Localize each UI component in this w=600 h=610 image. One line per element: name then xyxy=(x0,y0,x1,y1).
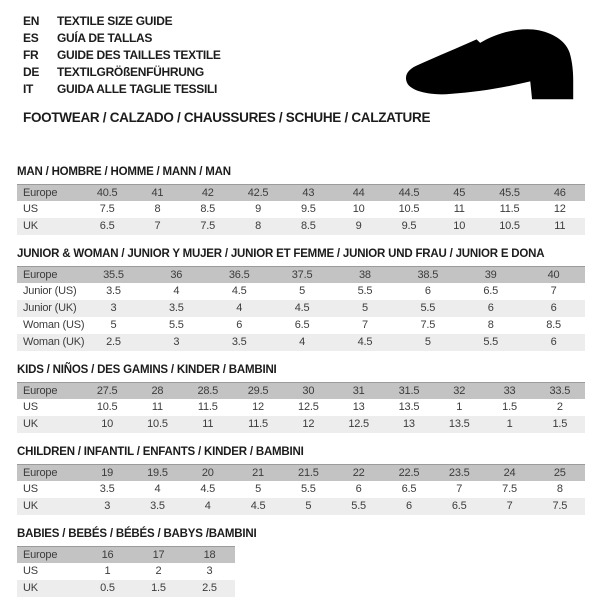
size-cell: 11.5 xyxy=(248,418,268,430)
size-cell: 6.5 xyxy=(99,220,115,232)
size-cell: 3.5 xyxy=(150,500,165,512)
size-cell: 5 xyxy=(110,319,117,331)
size-cell: 1.5 xyxy=(552,418,568,430)
table-title: JUNIOR & WOMAN / JUNIOR Y MUJER / JUNIOR ET FEMME / JUNIOR UND FRAU / JUNIOR E DONA xyxy=(17,248,545,260)
size-cell: 10.5 xyxy=(499,220,520,232)
size-cell: 10 xyxy=(352,203,365,215)
size-cell: 28 xyxy=(151,385,164,397)
size-table-section xyxy=(17,166,585,235)
size-cell: 7 xyxy=(456,483,463,495)
size-cell: 41 xyxy=(151,187,164,199)
table-row xyxy=(17,317,585,334)
size-cell: 7.5 xyxy=(420,319,436,331)
size-cell: 8.5 xyxy=(300,220,316,232)
size-cell: 35.5 xyxy=(103,269,124,281)
table-title: CHILDREN / INFANTIL / ENFANTS / KINDER / BAMBINI xyxy=(17,446,304,458)
size-cell: 27.5 xyxy=(96,385,118,397)
size-cell: 10.5 xyxy=(96,401,118,413)
size-cell: 33 xyxy=(503,385,516,397)
table-row xyxy=(17,399,585,416)
size-cell: 7.5 xyxy=(99,203,115,215)
table-row xyxy=(17,266,585,283)
size-table xyxy=(17,382,585,433)
size-cell: 12.5 xyxy=(298,401,319,413)
size-cell: 37.5 xyxy=(291,269,313,281)
size-cell: 23.5 xyxy=(448,467,470,479)
language-row xyxy=(23,64,221,81)
size-cell: 25 xyxy=(553,467,566,479)
table-row xyxy=(17,498,585,515)
table-row xyxy=(17,481,585,498)
size-cell: 36 xyxy=(170,269,183,281)
size-cell: 39 xyxy=(484,269,497,281)
size-tables xyxy=(17,166,585,610)
table-row xyxy=(17,184,585,201)
size-cell: 40.5 xyxy=(96,187,118,199)
row-label: Junior (UK) xyxy=(23,302,77,314)
size-cell: 6 xyxy=(550,336,557,348)
row-label: US xyxy=(23,401,38,413)
size-cell: 9.5 xyxy=(300,203,316,215)
size-cell: 32 xyxy=(453,385,466,397)
table-title: KIDS / NIÑOS / DES GAMINS / KINDER / BAMBINI xyxy=(17,364,277,376)
size-cell: 40 xyxy=(547,269,560,281)
size-cell: 8 xyxy=(556,483,563,495)
size-table-section xyxy=(17,446,585,515)
size-cell: 45.5 xyxy=(499,187,520,199)
size-cell: 3 xyxy=(104,500,111,512)
size-cell: 11.5 xyxy=(197,401,218,413)
size-cell: 11 xyxy=(554,220,566,232)
size-cell: 12 xyxy=(302,418,315,430)
size-table xyxy=(17,184,585,235)
size-table xyxy=(17,546,235,597)
size-cell: 6.5 xyxy=(483,285,499,297)
table-row xyxy=(17,283,585,300)
table-row xyxy=(17,300,585,317)
size-cell: 5 xyxy=(424,336,431,348)
size-cell: 5.5 xyxy=(351,500,366,512)
table-row xyxy=(17,218,585,235)
size-cell: 4 xyxy=(299,336,306,348)
size-cell: 12 xyxy=(252,401,264,413)
size-cell: 45 xyxy=(453,187,466,199)
size-cell: 1.5 xyxy=(151,582,166,594)
size-cell: 5.5 xyxy=(483,336,499,348)
size-cell: 24 xyxy=(503,467,516,479)
row-label: US xyxy=(23,565,38,577)
row-label: UK xyxy=(23,582,38,594)
size-cell: 5 xyxy=(299,285,306,297)
size-cell: 2 xyxy=(155,565,162,577)
size-cell: 6 xyxy=(355,483,362,495)
language-code: FR xyxy=(23,48,39,62)
language-label: TEXTILGRÖßENFÜHRUNG xyxy=(57,65,204,79)
size-cell: 3 xyxy=(173,336,180,348)
size-cell: 4 xyxy=(236,302,243,314)
size-cell: 31 xyxy=(352,385,365,397)
language-code: DE xyxy=(23,65,40,79)
size-cell: 3.5 xyxy=(106,285,121,297)
size-cell: 4 xyxy=(154,483,161,495)
size-cell: 2.5 xyxy=(202,582,217,594)
size-cell: 6.5 xyxy=(294,319,310,331)
size-cell: 4.5 xyxy=(357,336,373,348)
size-table-section xyxy=(17,364,585,433)
size-cell: 6 xyxy=(424,285,431,297)
size-cell: 19 xyxy=(101,467,114,479)
language-row xyxy=(23,47,221,64)
size-cell: 7 xyxy=(550,285,557,297)
language-row xyxy=(23,30,221,47)
row-label: UK xyxy=(23,500,38,512)
size-cell: 6.5 xyxy=(401,483,417,495)
size-cell: 11 xyxy=(453,203,465,215)
language-label: GUIDE DES TAILLES TEXTILE xyxy=(57,48,221,62)
size-cell: 42 xyxy=(201,187,214,199)
size-table-section xyxy=(17,528,585,597)
language-code: ES xyxy=(23,31,39,45)
table-row xyxy=(17,464,585,481)
size-cell: 10 xyxy=(453,220,466,232)
size-cell: 5.5 xyxy=(300,483,316,495)
table-row xyxy=(17,563,235,580)
size-cell: 38 xyxy=(359,269,371,281)
size-cell: 5.5 xyxy=(168,319,184,331)
size-cell: 4.5 xyxy=(250,500,266,512)
size-cell: 21 xyxy=(252,467,264,479)
size-cell: 10 xyxy=(101,418,114,430)
language-row xyxy=(23,13,221,30)
size-cell: 1.5 xyxy=(502,401,517,413)
size-cell: 9 xyxy=(255,203,261,215)
size-cell: 13 xyxy=(403,418,415,430)
language-label: GUÍA DE TALLAS xyxy=(57,31,153,45)
size-cell: 6 xyxy=(487,302,494,314)
size-cell: 8 xyxy=(487,319,494,331)
size-table-section xyxy=(17,248,585,351)
size-cell: 31.5 xyxy=(398,385,420,397)
table-row xyxy=(17,334,585,351)
table-row xyxy=(17,382,585,399)
size-cell: 30 xyxy=(302,385,315,397)
language-code: IT xyxy=(23,82,34,96)
size-cell: 28.5 xyxy=(197,385,219,397)
row-label: Europe xyxy=(23,385,58,397)
table-row xyxy=(17,580,235,597)
size-cell: 2 xyxy=(556,401,563,413)
size-cell: 6 xyxy=(405,500,412,512)
size-cell: 4.5 xyxy=(231,285,247,297)
size-cell: 22.5 xyxy=(398,467,420,479)
size-cell: 12.5 xyxy=(348,418,369,430)
size-cell: 7.5 xyxy=(200,220,216,232)
size-cell: 5.5 xyxy=(357,285,373,297)
size-cell: 5 xyxy=(361,302,368,314)
size-cell: 10.5 xyxy=(398,203,420,215)
size-cell: 4 xyxy=(204,500,211,512)
size-cell: 6 xyxy=(550,302,557,314)
size-cell: 1 xyxy=(104,565,111,577)
size-cell: 11 xyxy=(202,418,214,430)
row-label: US xyxy=(23,203,38,215)
size-cell: 0.5 xyxy=(100,582,115,594)
size-cell: 8.5 xyxy=(546,319,561,331)
size-cell: 11.5 xyxy=(499,203,520,215)
size-cell: 43 xyxy=(302,187,315,199)
size-cell: 3 xyxy=(206,565,213,577)
size-cell: 4.5 xyxy=(294,302,310,314)
size-cell: 8.5 xyxy=(200,203,216,215)
size-cell: 46 xyxy=(553,187,566,199)
size-table xyxy=(17,266,585,351)
size-cell: 6.5 xyxy=(451,500,467,512)
category-heading: FOOTWEAR / CALZADO / CHAUSSURES / SCHUHE / CALZATURE xyxy=(23,110,431,125)
size-cell: 7 xyxy=(361,319,368,331)
size-cell: 10.5 xyxy=(147,418,168,430)
size-cell: 22 xyxy=(352,467,365,479)
row-label: Europe xyxy=(23,549,58,561)
size-cell: 3 xyxy=(110,302,117,314)
size-cell: 3.5 xyxy=(168,302,184,314)
size-cell: 2.5 xyxy=(106,336,121,348)
table-row xyxy=(17,416,585,433)
size-cell: 18 xyxy=(203,549,216,561)
size-cell: 3.5 xyxy=(231,336,247,348)
size-cell: 9.5 xyxy=(401,220,417,232)
size-cell: 16 xyxy=(101,549,114,561)
row-label: Junior (US) xyxy=(23,285,77,297)
dress-shoe-icon xyxy=(395,25,585,110)
row-label: Europe xyxy=(23,467,58,479)
size-cell: 4 xyxy=(173,285,180,297)
row-label: UK xyxy=(23,418,38,430)
size-cell: 29.5 xyxy=(247,385,269,397)
table-title: BABIES / BEBÉS / BÉBÉS / BABYS /BAMBINI xyxy=(17,528,257,540)
row-label: Woman (US) xyxy=(23,319,85,331)
size-cell: 11 xyxy=(151,401,163,413)
size-cell: 1 xyxy=(506,418,513,430)
row-label: US xyxy=(23,483,38,495)
size-table xyxy=(17,464,585,515)
size-cell: 8 xyxy=(255,220,261,232)
row-label: Woman (UK) xyxy=(23,336,85,348)
size-cell: 7 xyxy=(154,220,161,232)
size-cell: 13.5 xyxy=(448,418,470,430)
size-cell: 20 xyxy=(201,467,214,479)
size-cell: 3.5 xyxy=(99,483,115,495)
size-cell: 6 xyxy=(236,319,243,331)
size-cell: 44.5 xyxy=(398,187,420,199)
language-label: TEXTILE SIZE GUIDE xyxy=(57,14,173,28)
table-row xyxy=(17,546,235,563)
language-list xyxy=(23,13,221,98)
size-cell: 5 xyxy=(255,483,261,495)
size-cell: 5 xyxy=(305,500,312,512)
size-cell: 13 xyxy=(352,401,365,413)
size-cell: 38.5 xyxy=(417,269,439,281)
size-cell: 13.5 xyxy=(398,401,420,413)
size-cell: 7.5 xyxy=(552,500,568,512)
size-cell: 4.5 xyxy=(200,483,216,495)
size-cell: 36.5 xyxy=(228,269,250,281)
row-label: Europe xyxy=(23,269,58,281)
size-cell: 17 xyxy=(152,549,165,561)
language-row xyxy=(23,81,221,98)
table-title: MAN / HOMBRE / HOMME / MANN / MAN xyxy=(17,166,231,178)
row-label: UK xyxy=(23,220,38,232)
size-cell: 12 xyxy=(553,203,566,215)
language-label: GUIDA ALLE TAGLIE TESSILI xyxy=(57,82,218,96)
size-cell: 44 xyxy=(352,187,365,199)
size-cell: 9 xyxy=(355,220,362,232)
language-code: EN xyxy=(23,14,40,28)
table-row xyxy=(17,201,585,218)
size-cell: 19.5 xyxy=(147,467,168,479)
row-label: Europe xyxy=(23,187,58,199)
size-cell: 21.5 xyxy=(298,467,319,479)
size-cell: 1 xyxy=(456,401,463,413)
size-cell: 33.5 xyxy=(549,385,571,397)
size-cell: 5.5 xyxy=(420,302,436,314)
size-cell: 42.5 xyxy=(247,187,269,199)
size-cell: 7.5 xyxy=(502,483,517,495)
size-cell: 8 xyxy=(154,203,161,215)
size-cell: 7 xyxy=(506,500,513,512)
